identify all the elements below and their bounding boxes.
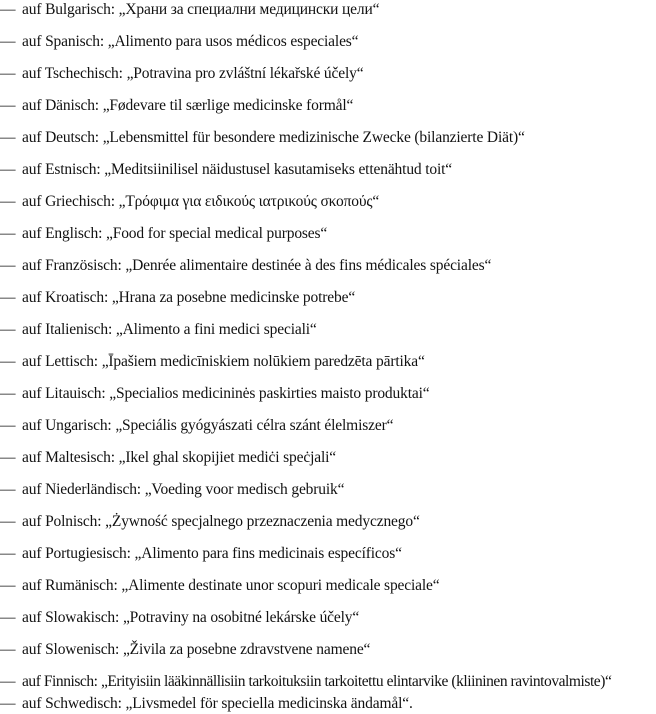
- list-item: [0, 160, 452, 180]
- language-label: auf Italienisch:: [22, 321, 113, 338]
- list-dash: —: [0, 641, 16, 658]
- list-dash: —: [0, 193, 16, 210]
- list-item: [0, 544, 402, 564]
- language-label: auf Französisch:: [22, 257, 122, 274]
- language-label: auf Niederländisch:: [22, 481, 141, 498]
- language-label: auf Kroatisch:: [22, 289, 109, 306]
- list-dash: —: [0, 1, 16, 18]
- language-label: auf Griechisch:: [22, 193, 115, 210]
- list-item: [0, 64, 363, 84]
- list-item: [0, 512, 420, 532]
- list-item: [0, 480, 344, 500]
- list-item: [0, 0, 379, 20]
- list-dash: —: [0, 609, 16, 626]
- language-label: auf Englisch:: [22, 225, 103, 242]
- translation-text: „Meditsiinilisel näidustusel kasutamiseks ettenähtud toit“: [104, 161, 453, 178]
- list-item: [0, 320, 317, 340]
- list-item: [0, 448, 336, 468]
- list-item: [0, 256, 491, 276]
- translation-text: „Livsmedel för speciella medicinska ändamål“.: [125, 695, 413, 712]
- language-label: auf Bulgarisch:: [22, 1, 115, 18]
- list-dash: —: [0, 481, 16, 498]
- language-label: auf Slowakisch:: [22, 609, 120, 626]
- list-dash: —: [0, 449, 16, 466]
- list-item: [0, 32, 358, 52]
- language-label: auf Rumänisch:: [22, 577, 118, 594]
- translation-text: „Specialios medicininės paskirties maisto produktai“: [109, 385, 430, 402]
- translation-text: „Fødevare til særlige medicinske formål“: [102, 97, 354, 114]
- translation-text: „Īpašiem medicīniskiem nolūkiem paredzēta pārtika“: [101, 353, 425, 370]
- translation-text: „Živila za posebne zdravstvene namene“: [122, 641, 371, 658]
- list-dash: —: [0, 33, 16, 50]
- list-dash: —: [0, 417, 16, 434]
- list-item: [0, 96, 353, 116]
- list-dash: —: [0, 513, 16, 530]
- language-label: auf Portugiesisch:: [22, 545, 131, 562]
- list-item: [0, 416, 393, 436]
- list-item: [0, 384, 430, 404]
- language-label: auf Litauisch:: [22, 385, 106, 402]
- language-label: auf Maltesisch:: [22, 449, 115, 466]
- list-item: [0, 694, 413, 714]
- translation-text: „Speciális gyógyászati célra szánt élelmiszer“: [115, 417, 394, 434]
- list-item: [0, 640, 370, 660]
- list-dash: —: [0, 385, 16, 402]
- translation-text: „Τρόφιμα για ειδικούς ιατρικούς σκοπούς“: [118, 193, 380, 210]
- list-item: [0, 608, 359, 628]
- language-label: auf Schwedisch:: [22, 695, 122, 712]
- translation-text: „Alimento para usos médicos especiales“: [107, 33, 359, 50]
- translation-text: „Denrée alimentaire destinée à des fins médicales spéciales“: [125, 257, 492, 274]
- list-dash: —: [0, 545, 16, 562]
- list-dash: —: [0, 289, 16, 306]
- translation-text: „Potravina pro zvláštní lékařské účely“: [126, 65, 364, 82]
- list-dash: —: [0, 225, 16, 242]
- language-label: auf Lettisch:: [22, 353, 98, 370]
- list-item: [0, 352, 425, 372]
- translation-text: „Ikel ghal skopijiet mediċi speċjali“: [118, 449, 337, 466]
- translation-text: „Voeding voor medisch gebruik“: [144, 481, 345, 498]
- language-label: auf Ungarisch:: [22, 417, 112, 434]
- language-label: auf Dänisch:: [22, 97, 99, 114]
- list-dash: —: [0, 161, 16, 178]
- list-item: [0, 288, 355, 308]
- list-dash: —: [0, 695, 16, 712]
- list-dash: —: [0, 97, 16, 114]
- translation-text: „Lebensmittel für besondere medizinische Zwecke (bilanzierte Diät)“: [102, 129, 525, 146]
- language-label: auf Slowenisch:: [22, 641, 120, 658]
- language-label: auf Finnisch:: [22, 673, 98, 690]
- translation-text: „Храни за специални медицински цели“: [118, 1, 380, 18]
- translation-text: „Żywność specjalnego przeznaczenia medycznego“: [105, 513, 420, 530]
- translation-text: „Hrana za posebne medicinske potrebe“: [111, 289, 356, 306]
- translation-text: „Erityisiin lääkinnällisiin tarkoituksiin tarkoitettu elintarvike (kliininen ravintovalmiste)“: [100, 673, 612, 690]
- list-dash: —: [0, 321, 16, 338]
- translation-text: „Potraviny na osobitné lekárske účely“: [122, 609, 360, 626]
- list-item: [0, 576, 440, 596]
- translation-text: „Alimento a fini medici speciali“: [115, 321, 317, 338]
- list-item: [0, 128, 525, 148]
- language-label: auf Tschechisch:: [22, 65, 123, 82]
- list-item: [0, 192, 379, 212]
- language-label: auf Polnisch:: [22, 513, 102, 530]
- list-dash: —: [0, 353, 16, 370]
- list-item: [0, 672, 611, 692]
- list-dash: —: [0, 129, 16, 146]
- list-dash: —: [0, 257, 16, 274]
- translation-text: „Alimente destinate unor scopuri medicale speciale“: [121, 577, 440, 594]
- language-label: auf Deutsch:: [22, 129, 99, 146]
- translation-text: „Alimento para fins medicinais específicos“: [134, 545, 402, 562]
- list-dash: —: [0, 65, 16, 82]
- translation-text: „Food for special medical purposes“: [106, 225, 328, 242]
- list-dash: —: [0, 577, 16, 594]
- language-label: auf Estnisch:: [22, 161, 101, 178]
- list-dash: —: [0, 673, 16, 690]
- list-item: [0, 224, 327, 244]
- language-label: auf Spanisch:: [22, 33, 104, 50]
